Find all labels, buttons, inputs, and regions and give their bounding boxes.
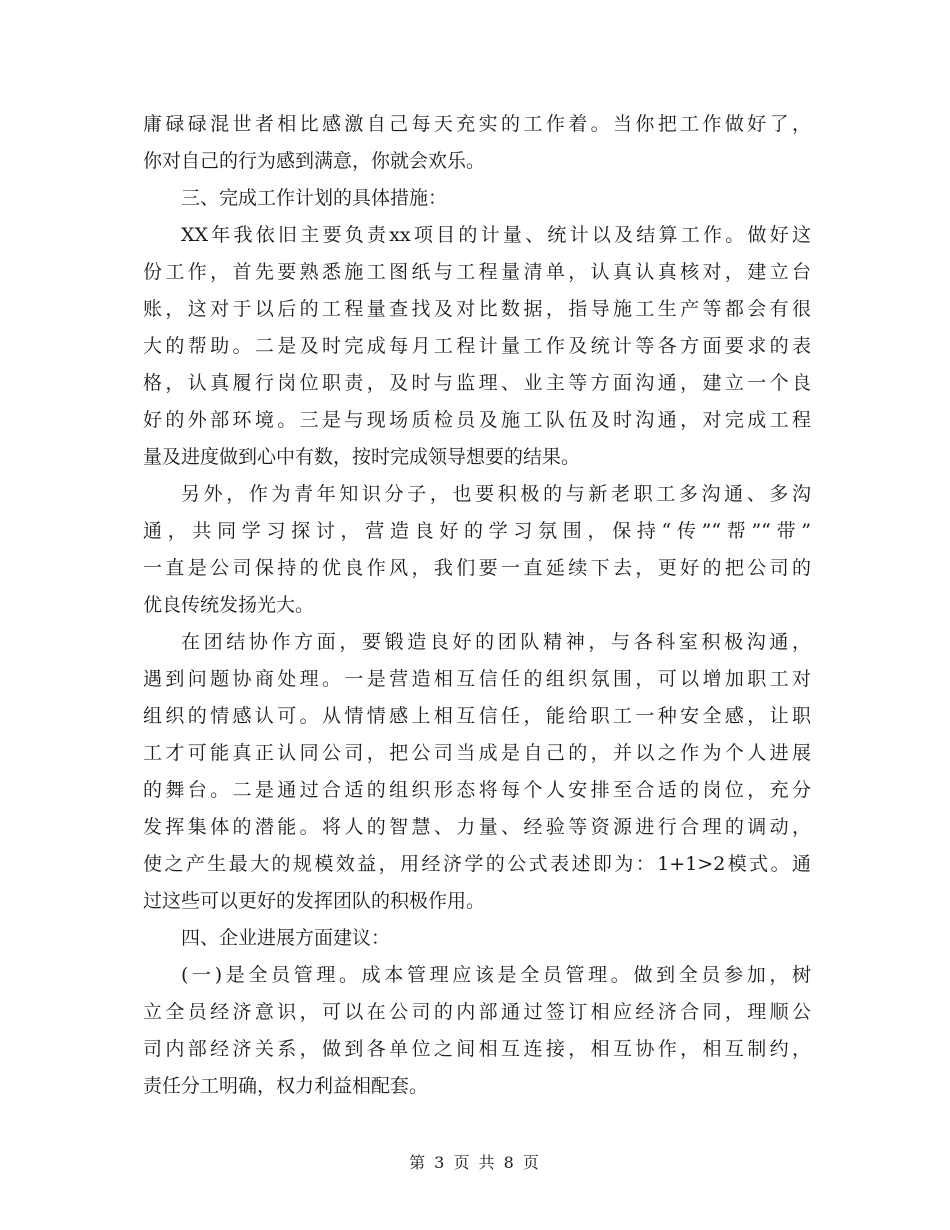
text-line: 司内部经济关系，做到各单位之间相互连接，相互协作，相互制约， <box>143 1038 811 1060</box>
text-line: 在团结协作方面，要锻造良好的团队精神，与各科室积极沟通， <box>181 631 811 653</box>
text-line: 另外，作为青年知识分子，也要积极的与新老职工多沟通、多沟 <box>181 483 811 505</box>
text-line: 量及进度做到心中有数，按时完成领导想要的结果。 <box>143 446 581 468</box>
text-line: 好的外部环境。三是与现场质检员及施工队伍及时沟通，对完成工程 <box>143 409 811 431</box>
text-line: 你对自己的行为感到满意，你就会欢乐。 <box>143 150 486 172</box>
document-body <box>143 106 811 1105</box>
text-line: 的舞台。二是通过合适的组织形态将每个人安排至合适的岗位，充分 <box>143 779 811 801</box>
text-line: 通，共同学习探讨，营造良好的学习氛围，保持“传”“帮”“带” <box>143 520 811 542</box>
text-line: 发挥集体的潜能。将人的智慧、力量、经验等资源进行合理的调动， <box>143 816 811 838</box>
text-line: (一)是全员管理。成本管理应该是全员管理。做到全员参加，树 <box>181 964 811 986</box>
text-line: 账，这对于以后的工程量查找及对比数据，指导施工生产等都会有很 <box>143 298 811 320</box>
text-line: 过这些可以更好的发挥团队的积极作用。 <box>143 890 486 912</box>
text-line: 格，认真履行岗位职责，及时与监理、业主等方面沟通，建立一个良 <box>143 372 811 394</box>
text-line: 组织的情感认可。从情情感上相互信任，能给职工一种安全感，让职 <box>143 705 811 727</box>
text-line: 使之产生最大的规模效益，用经济学的公式表述即为：1+1>2模式。通 <box>143 853 811 875</box>
text-line: 一直是公司保持的优良作风，我们要一直延续下去，更好的把公司的 <box>143 557 811 579</box>
text-line: 工才可能真正认同公司，把公司当成是自己的，并以之作为个人进展 <box>143 742 811 764</box>
text-line: 责任分工明确，权力利益相配套。 <box>143 1075 429 1097</box>
text-line: XX年我依旧主要负责xx项目的计量、统计以及结算工作。做好这 <box>181 224 811 246</box>
text-line: 四、企业进展方面建议： <box>181 927 391 949</box>
text-line: 大的帮助。二是及时完成每月工程计量工作及统计等各方面要求的表 <box>143 335 811 357</box>
text-line: 份工作，首先要熟悉施工图纸与工程量清单，认真认真核对，建立台 <box>143 261 811 283</box>
text-line: 三、完成工作计划的具体措施： <box>181 187 448 209</box>
text-line: 立全员经济意识，可以在公司的内部通过签订相应经济合同，理顺公 <box>143 1001 811 1023</box>
text-line: 遇到问题协商处理。一是营造相互信任的组织氛围，可以增加职工对 <box>143 668 811 690</box>
text-line: 庸碌碌混世者相比感激自己每天充实的工作着。当你把工作做好了， <box>143 113 811 135</box>
text-line: 优良传统发扬光大。 <box>143 594 315 616</box>
page-footer: 第 3 页 共 8 页 <box>409 1153 541 1172</box>
